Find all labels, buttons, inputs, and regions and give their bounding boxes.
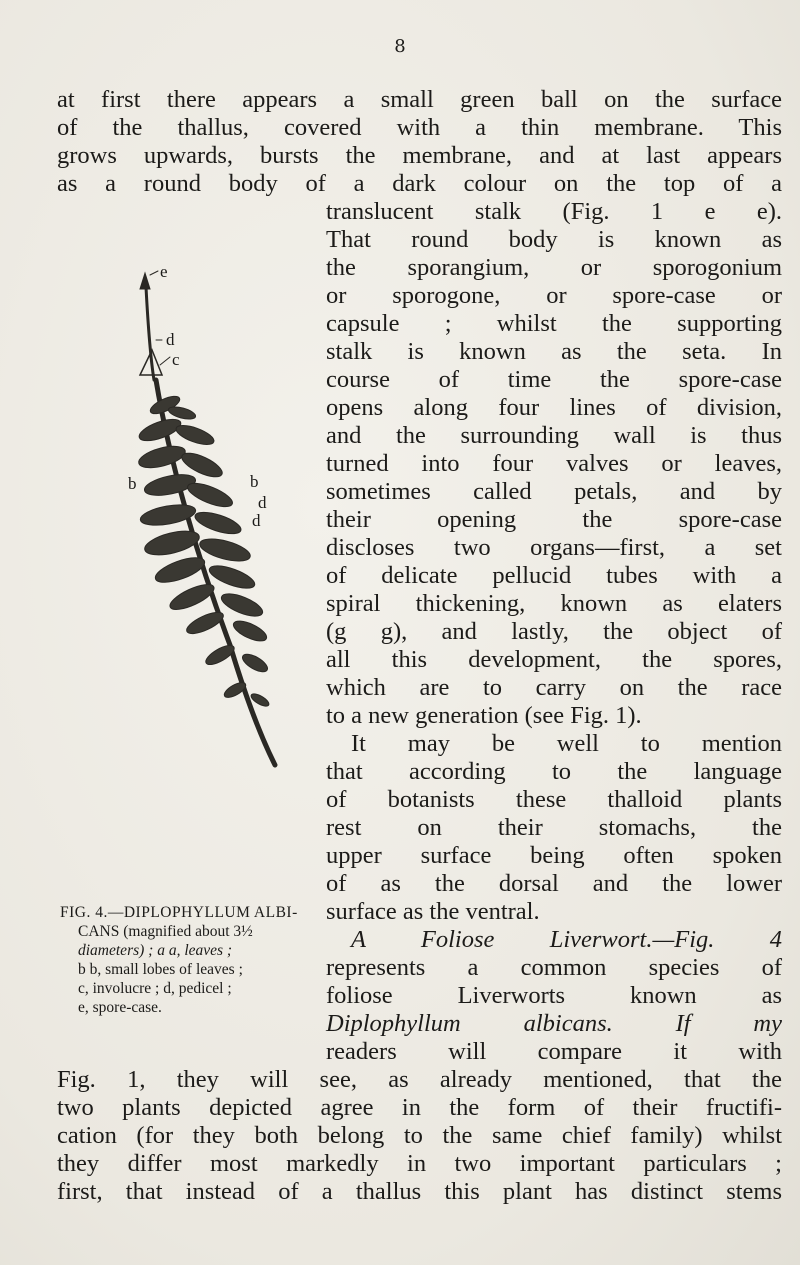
- text-line: the sporangium, or sporogonium: [326, 254, 782, 281]
- text-line: upper surface being often spoken: [326, 842, 782, 869]
- text-line: of botanists these thalloid plants: [326, 786, 782, 813]
- text-line: and the surrounding wall is thus: [326, 422, 782, 449]
- text-line: (g g), and lastly, the object of: [326, 618, 782, 645]
- figure-caption-line: diameters) ; a a, leaves ;: [78, 942, 233, 959]
- text-line: Diplophyllum albicans. If my: [326, 1010, 782, 1037]
- figure-caption-line: FIG. 4.—DIPLOPHYLLUM ALBI-: [60, 904, 298, 921]
- pedicel-stalk: [146, 287, 154, 380]
- text-line: turned into four valves or leaves,: [326, 450, 782, 477]
- figure-caption-line: c, involucre ; d, pedicel ;: [78, 980, 232, 997]
- text-line: as a round body of a dark colour on the top of a: [57, 170, 782, 197]
- figure-caption-line: b b, small lobes of leaves ;: [78, 961, 243, 978]
- text-line: or sporogone, or spore-case or: [326, 282, 782, 309]
- text-line: cation (for they both belong to the same chief family) whilst: [57, 1122, 782, 1149]
- liverwort-illustration: [110, 265, 310, 785]
- text-line: Fig. 1, they will see, as already mentioned, that the: [57, 1066, 782, 1093]
- text-line: to a new generation (see Fig. 1).: [326, 702, 642, 729]
- text-line: represents a common species of: [326, 954, 782, 981]
- text-line: grows upwards, bursts the membrane, and at last appears: [57, 142, 782, 169]
- text-line: discloses two organs—first, a set: [326, 534, 782, 561]
- figure-caption-line: CANS (magnified about 3½: [78, 923, 253, 940]
- text-line: capsule ; whilst the supporting: [326, 310, 782, 337]
- text-line: stalk is known as the seta. In: [326, 338, 782, 365]
- text-line: they differ most markedly in two important particulars ;: [57, 1150, 782, 1177]
- liverwort-drawing: [110, 265, 310, 785]
- figure-label-c: c: [172, 350, 180, 369]
- text-line: of the thallus, covered with a thin membrane. This: [57, 114, 782, 141]
- figure-label-d: d: [252, 511, 261, 530]
- text-line: course of time the spore-case: [326, 366, 782, 393]
- text-line: two plants depicted agree in the form of their fructifi-: [57, 1094, 782, 1121]
- text-line: at first there appears a small green ball on the surface: [57, 86, 782, 113]
- text-line: That round body is known as: [326, 226, 782, 253]
- section-heading: A Foliose Liverwort.—Fig. 4: [351, 926, 782, 953]
- figure-label-d: d: [258, 493, 267, 512]
- text-line: surface as the ventral.: [326, 898, 540, 925]
- figure-caption-line: e, spore-case.: [78, 999, 162, 1016]
- text-line: It may be well to mention: [351, 730, 782, 757]
- text-line: all this development, the spores,: [326, 646, 782, 673]
- text-line: spiral thickening, known as elaters: [326, 590, 782, 617]
- text-line: their opening the spore-case: [326, 506, 782, 533]
- text-line: translucent stalk (Fig. 1 e e).: [326, 198, 782, 225]
- text-line: foliose Liverworts known as: [326, 982, 782, 1009]
- figure-label-b: b: [128, 474, 137, 493]
- text-line: sometimes called petals, and by: [326, 478, 782, 505]
- text-line: first, that instead of a thallus this plant has distinct stems: [57, 1178, 782, 1205]
- figure-label-e: e: [160, 265, 168, 281]
- page-number: 8: [394, 36, 406, 57]
- text-line: that according to the language: [326, 758, 782, 785]
- figure-label-d: d: [166, 330, 175, 349]
- text-line: which are to carry on the race: [326, 674, 782, 701]
- leaf-group: [136, 393, 270, 709]
- text-line: rest on their stomachs, the: [326, 814, 782, 841]
- text-line: of as the dorsal and the lower: [326, 870, 782, 897]
- text-line: readers will compare it with: [326, 1038, 782, 1065]
- figure-label-b: b: [250, 472, 259, 491]
- text-line: of delicate pellucid tubes with a: [326, 562, 782, 589]
- text-line: opens along four lines of division,: [326, 394, 782, 421]
